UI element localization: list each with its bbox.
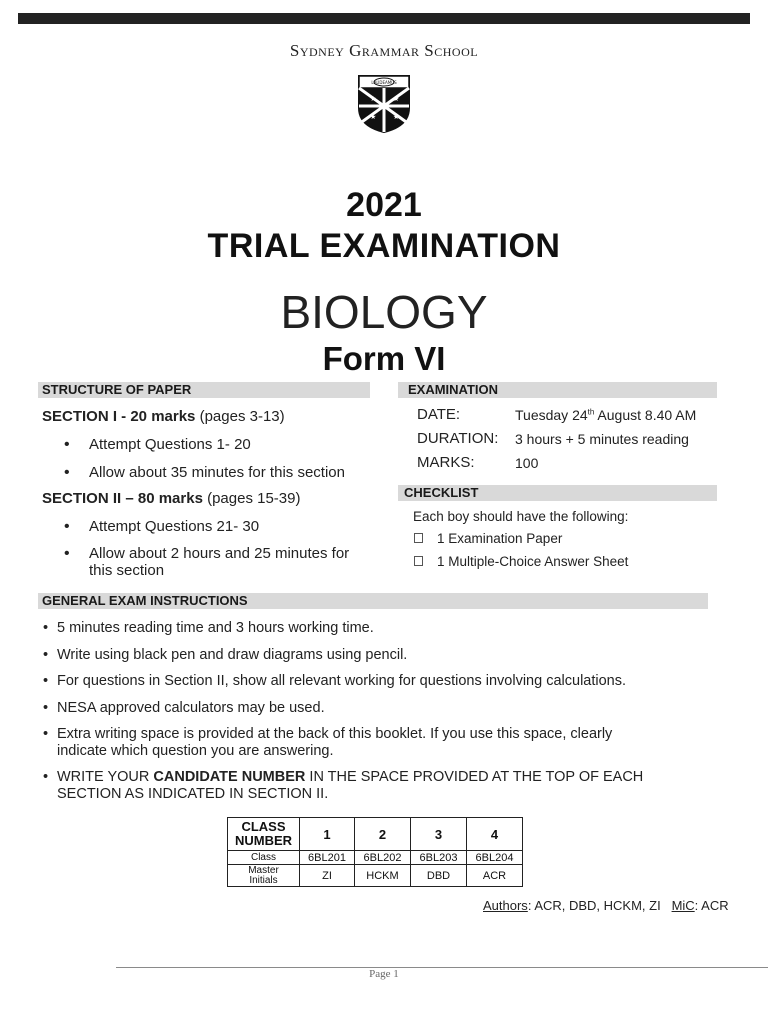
section1-label: SECTION I - 20 marks [42,408,196,425]
checklist-heading: CHECKLIST [398,485,717,501]
instruction-1: • 5 minutes reading time and 3 hours working time. [57,620,374,637]
section2-bullet-1: • Attempt Questions 21- 30 [89,518,259,535]
instruction-6-cont: SECTION AS INDICATED IN SECTION II. [57,786,329,802]
section2-bullet-2: • Allow about 2 hours and 25 minutes for [89,545,349,562]
table-cell: 6BL201 [300,851,355,865]
page-number: Page 1 [369,968,399,980]
section2-label: SECTION II – 80 marks [42,490,203,507]
svg-text:★: ★ [393,113,400,121]
table-cell: ZI [300,865,355,887]
checklist-item-2: 1 Multiple-Choice Answer Sheet [437,554,629,569]
duration-value: 3 hours + 5 minutes reading [515,431,689,447]
structure-heading: STRUCTURE OF PAPER [38,382,370,398]
date-value: Tuesday 24th August 8.40 AM [515,407,697,423]
table-cell: DBD [411,865,467,887]
table-row [228,865,523,887]
table-row [228,851,523,865]
svg-text:★: ★ [370,95,377,103]
duration-label: DURATION: [417,430,499,447]
checkbox-icon[interactable] [414,533,423,543]
table-header-class-number: CLASS NUMBER [228,818,300,851]
instruction-5-cont: indicate which question you are answering. [57,743,334,759]
school-name: Sydney Grammar School [289,41,479,60]
marks-value: 100 [515,455,539,471]
exam-title: TRIAL EXAMINATION [207,227,561,265]
table-cell: 6BL204 [467,851,523,865]
checklist-item-1: 1 Examination Paper [437,531,563,546]
checkbox-icon[interactable] [414,556,423,566]
table-cell: 6BL203 [411,851,467,865]
class-table [227,817,523,887]
instruction-6: • WRITE YOUR CANDIDATE NUMBER IN THE SPACE PROVIDED AT THE TOP OF EACH [57,769,643,786]
subject-title: BIOLOGY [280,286,488,338]
instruction-3: • For questions in Section II, show all relevant working for questions involving calculations. [57,673,626,690]
crest-motto: LAUDEAMUS [371,80,397,85]
section1-pages: (pages 3-13) [195,408,285,425]
table-cell: ACR [467,865,523,887]
section2-bullet-2-cont: this section [89,562,165,579]
table-label-class: Class [228,851,300,865]
section1-heading [42,408,285,425]
top-bar [18,13,750,24]
date-label: DATE: [417,406,461,423]
instructions-heading: GENERAL EXAM INSTRUCTIONS [38,593,708,609]
instruction-2: • Write using black pen and draw diagrams using pencil. [57,647,407,664]
table-cell: HCKM [355,865,411,887]
examination-heading: EXAMINATION [398,382,717,398]
form-title: Form VI [322,340,446,377]
svg-text:★: ★ [393,95,400,103]
table-row [228,818,523,851]
table-header-cell: 3 [411,818,467,851]
table-header-cell: 4 [467,818,523,851]
section2-heading [42,490,300,507]
instruction-5: • Extra writing space is provided at the back of this booklet. If you use this space, clearly [57,726,612,743]
section1-bullet-1: • Attempt Questions 1- 20 [89,436,251,453]
table-header-cell: 1 [300,818,355,851]
table-header-cell: 2 [355,818,411,851]
instruction-4: • NESA approved calculators may be used. [57,700,325,717]
table-cell: 6BL202 [355,851,411,865]
authors-line: Authors: ACR, DBD, HCKM, ZI MiC: ACR [483,898,729,913]
school-crest-icon [357,74,411,134]
checklist-intro: Each boy should have the following: [413,509,629,524]
table-label-master-initials: Master Initials [228,865,300,887]
svg-text:★: ★ [370,113,377,121]
section1-bullet-2: • Allow about 35 minutes for this section [89,464,345,481]
exam-year: 2021 [346,186,422,224]
section2-pages: (pages 15-39) [202,490,301,507]
marks-label: MARKS: [417,454,475,471]
